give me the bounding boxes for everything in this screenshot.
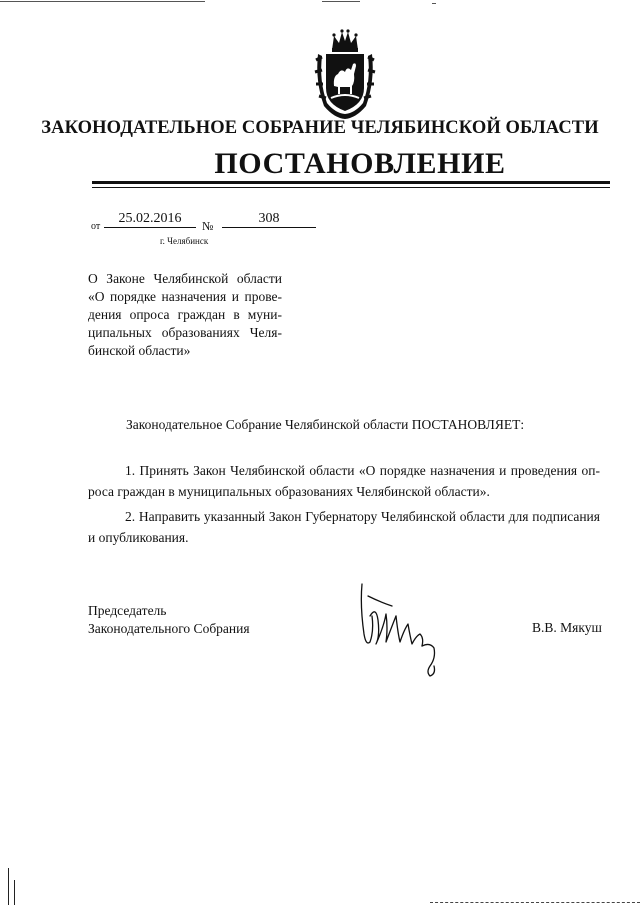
document-number: 308	[222, 210, 316, 228]
clause-1: 1. Принять Закон Челябинской области «О порядке назначения и проведения опроса граждан в муниципальных образованиях Челябинской области».	[88, 463, 600, 499]
clause-2: 2. Направить указанный Закон Губернатору Челябинской области для подписания и опубликования.	[88, 509, 600, 545]
signatory-name: В.В. Мякуш	[532, 620, 602, 635]
document-subject: О Законе Челябинской области «О порядке назначения и проведения опроса граждан в муниципальных образованиях Челябинской области»	[88, 271, 282, 358]
document-date: 25.02.2016	[104, 210, 196, 228]
scan-artifact-top	[0, 0, 640, 6]
header-rule-thick	[92, 181, 610, 184]
date-label: от	[91, 221, 101, 232]
scan-artifact-left-2	[14, 880, 15, 905]
organization-name: ЗАКОНОДАТЕЛЬНОЕ СОБРАНИЕ ЧЕЛЯБИНСКОЙ ОБЛАСТИ	[41, 118, 599, 138]
handwritten-signature-icon	[350, 576, 460, 686]
signatory-position	[88, 602, 250, 638]
document-city: г. Челябинск	[160, 236, 209, 246]
signatory-position-line2: Законодательного Собрания	[88, 621, 250, 636]
chelyabinsk-oblast-coat-of-arms-icon	[314, 26, 376, 120]
scan-artifact-left	[8, 868, 9, 905]
number-label: №	[202, 219, 214, 233]
scan-artifact-bottom	[430, 902, 640, 904]
preamble: Законодательное Собрание Челябинской области ПОСТАНОВЛЯЕТ:	[126, 417, 525, 432]
document-type-title: ПОСТАНОВЛЕНИЕ	[214, 147, 506, 180]
signatory-position-line1: Председатель	[88, 603, 167, 618]
header-rule-thin	[92, 187, 610, 188]
